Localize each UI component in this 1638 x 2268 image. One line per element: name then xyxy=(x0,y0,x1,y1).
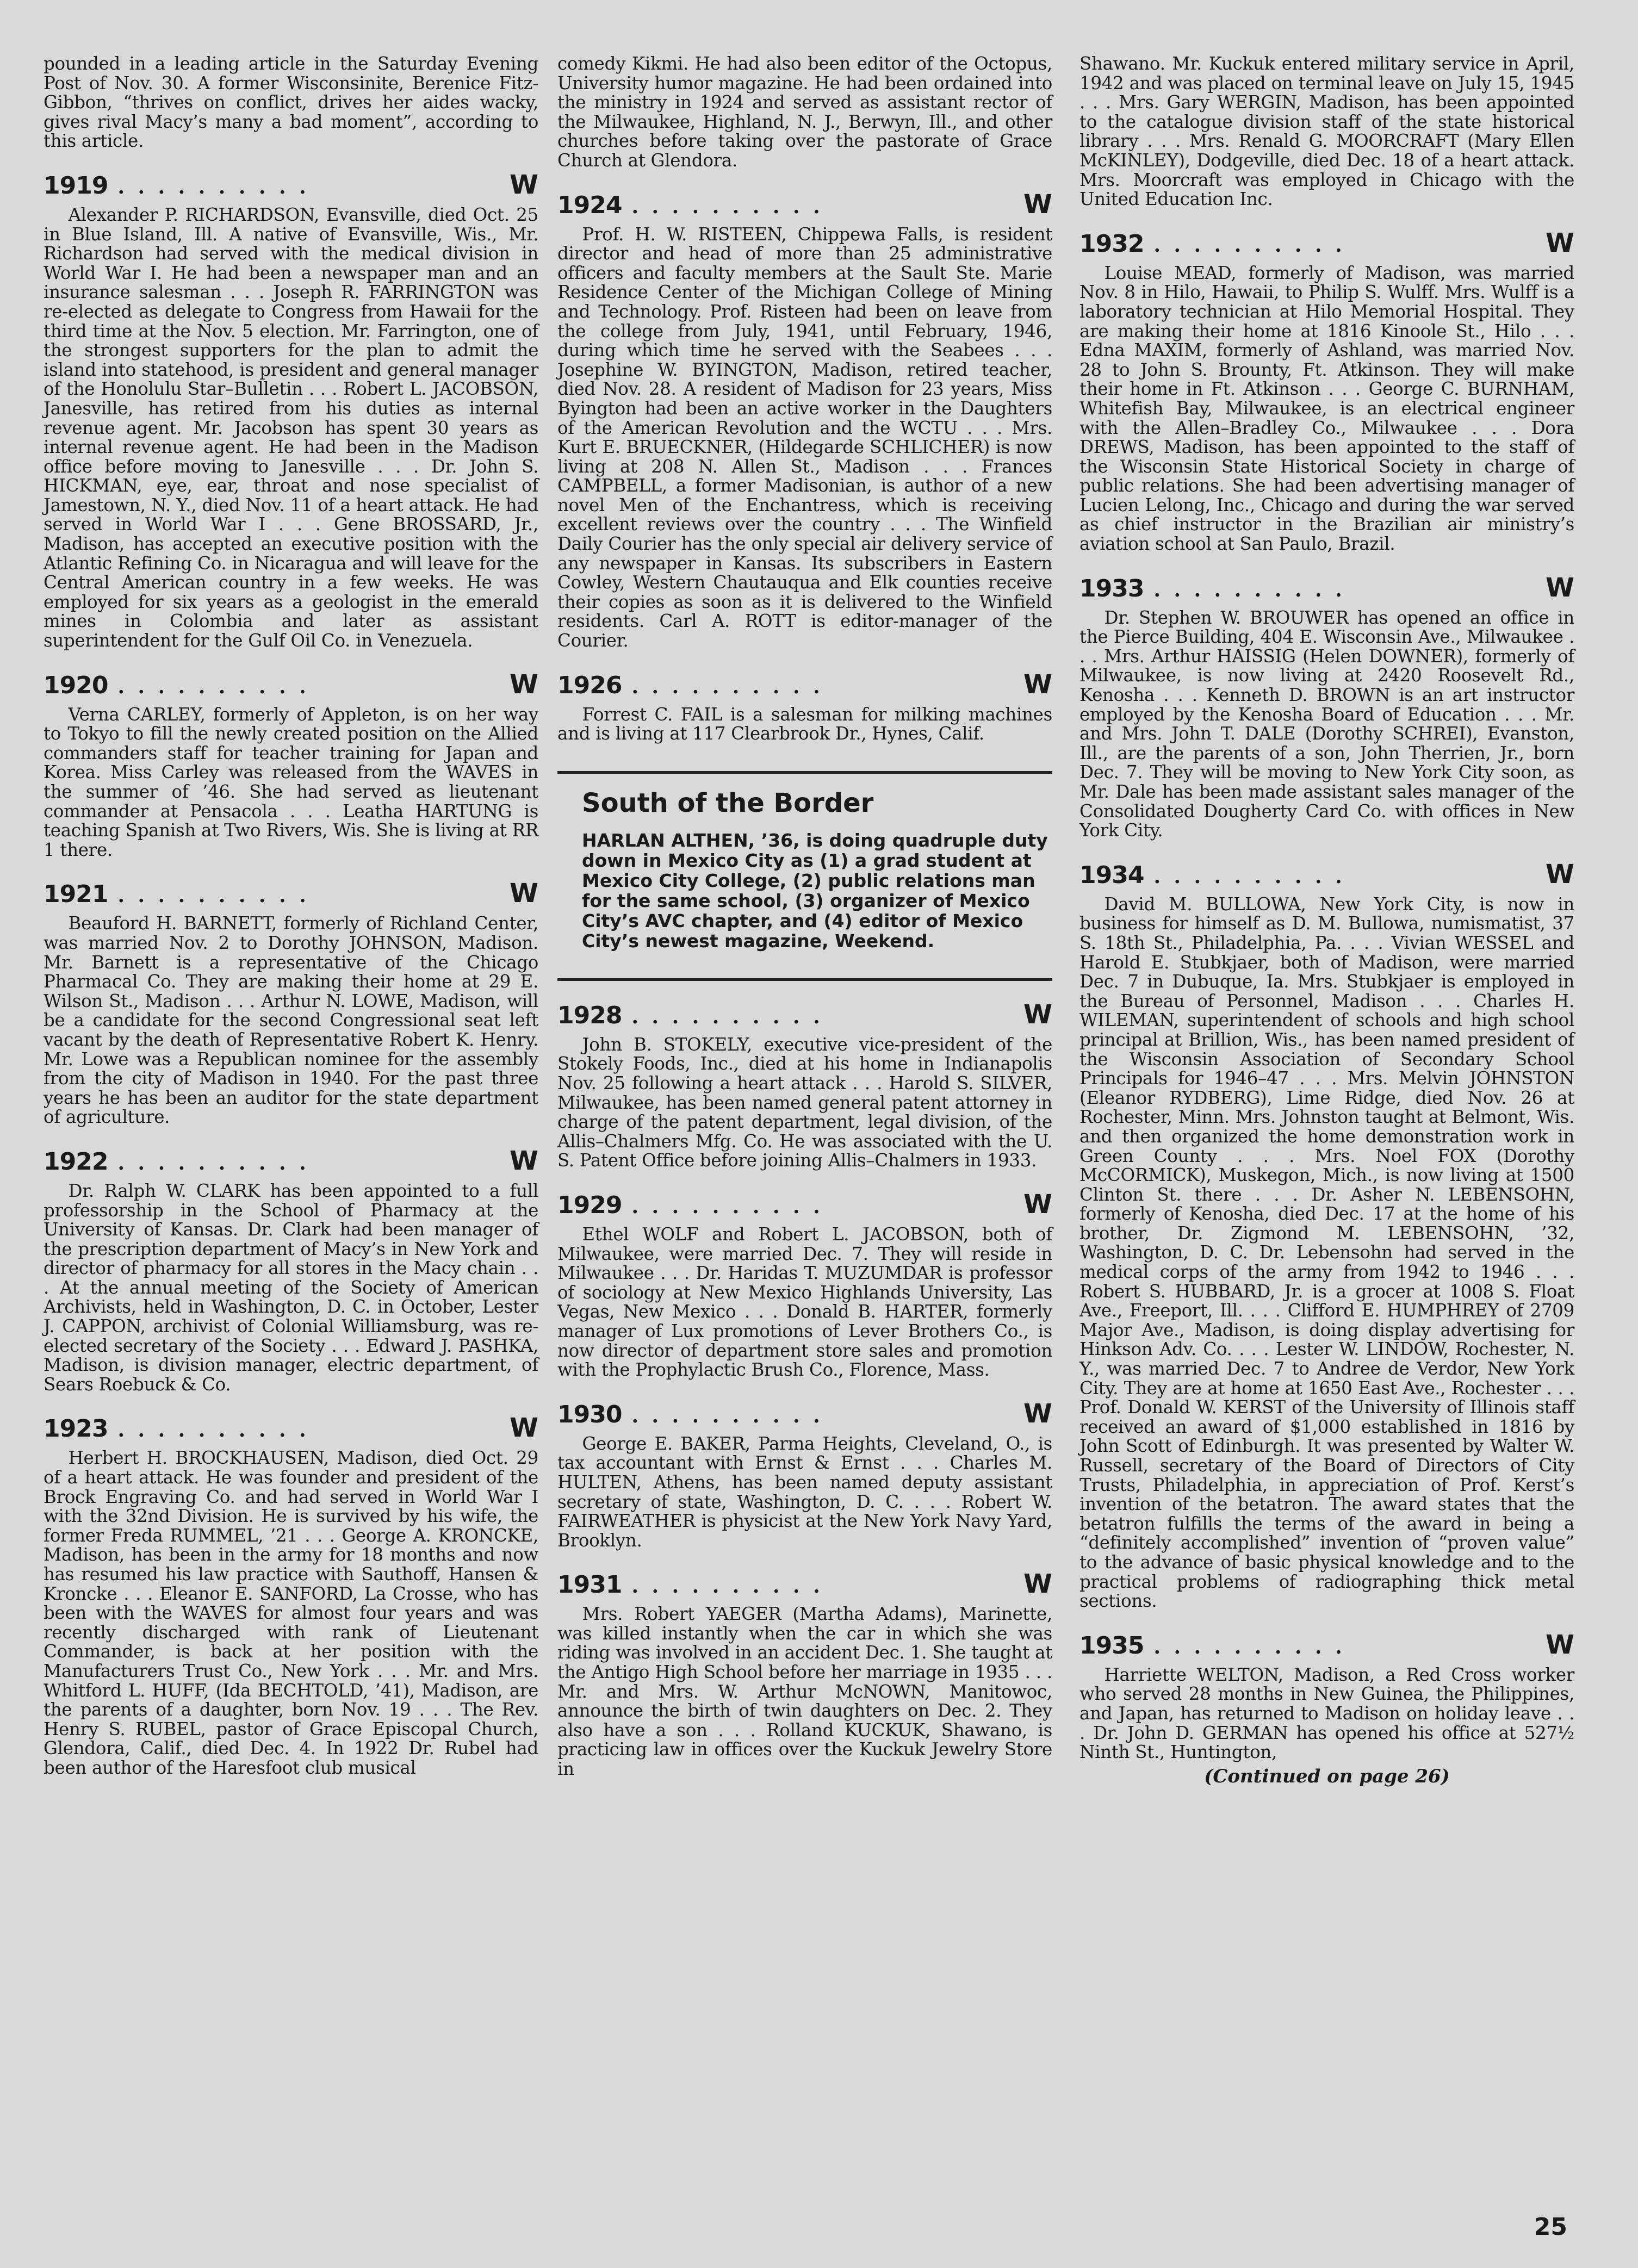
news-paragraph: Prof. H. W. RISTEEN, Chippewa Falls, is resident director and head of more than 25 administrative officers and faculty members at the Sault Ste. Marie Residence Center of the Michigan College of Mining and Technology. Prof. Risteen had been on leave from the college from July, 1941, until February, 1946, during which time he served with the Seabees . . . Josephine W. BYINGTON, Madison, retired teacher, died Nov. 28. A resident of Madison for 23 years, Miss Byington had been an active worker in the Daughters of the American Revolution and the WCTU . . . Mrs. Kurt E. BRUECKNER, (Hildegarde SCHLICHER) is now living at 208 N. Allen St., Madison . . . Frances CAMPBELL, a former Madisonian, is author of a new novel Men of the Enchantress, which is receiving excellent reviews over the country . . . The Winfield Daily Courier has the only special air delivery service of any newspaper in Kansas. Its subscribers in Eastern Cowley, Western Chautauqua and Elk counties receive their copies as soon as it is delivered to the Winfield residents. Carl A. ROTT is editor-manager of the Courier. xyxy=(557,223,1052,651)
rule-top xyxy=(557,771,1052,774)
leader-dots: . . . . . . . . . . xyxy=(1153,865,1345,888)
class-year: 1931 xyxy=(557,1571,622,1599)
column-1 xyxy=(44,54,538,1778)
feature-box xyxy=(557,771,1052,981)
news-paragraph: pounded in a leading article in the Saturday Evening Post of Nov. 30. A former Wisconsinite, Berenice Fitz-Gibbon, “thrives on conflict, drives her aides wacky, gives rival Macy’s many a bad moment”, according to this article. xyxy=(44,53,538,152)
news-paragraph: David M. BULLOWA, New York City, is now in business for himself as D. M. Bullowa, numismatist, 37 S. 18th St., Philadelphia, Pa. . . . Vivian WESSEL and Harold E. Stubkjaer, both of Madison, were married Dec. 7 in Dubuque, Ia. Mrs. Stubkjaer is employed in the Bureau of Personnel, Madison . . . Charles H. WILEMAN, superintendent of schools and high school principal at Brillion, Wis., has been named president of the Wisconsin Association of Secondary School Principals for 1946–47 . . . Mrs. Melvin JOHNSTON (Eleanor RYDBERG), Lime Ridge, died Nov. 26 at Rochester, Minn. Mrs. Johnston taught at Belmont, Wis. and then organized the home demonstration work in Green County . . . Mrs. Noel FOX (Dorothy McCORMICK), Muskegon, Mich., is now living at 1500 Clinton St. there . . . Dr. Asher N. LEBENSOHN, formerly of Kenosha, died Dec. 17 at the home of his brother, Dr. Zigmond M. LEBENSOHN, ’32, Washington, D. C. Dr. Lebensohn had served in the medical corps of the army from 1942 to 1946 . . . Robert S. HUBBARD, Jr. is a grocer at 1008 S. Float Ave., Freeport, Ill. . . . Clifford E. HUMPHREY of 2709 Major Ave., Madison, is doing display advertising for Hinkson Adv. Co. . . . Lester W. LINDOW, Rochester, N. Y., was married Dec. 7 to Andree de Verdor, New York City. They are at home at 1650 East Ave., Rochester . . . Prof. Donald W. KERST of the University of Illinois staff received an award of $1,000 established in 1816 by John Scott of Edinburgh. It was presented by Walter W. Russell, secretary of the Board of Directors of City Trusts, Philadelphia, in appreciation of Prof. Kerst’s invention of the betatron. The award states that the betatron fulfills the terms of the award in being a “definitely accomplished” invention of “proven value” to the advance of basic physical knowledge and to the practical problems of radiographing thick metal sections. xyxy=(1079,893,1574,1612)
w-mark: W xyxy=(1546,1629,1574,1660)
w-mark: W xyxy=(1023,1569,1052,1600)
class-year: 1934 xyxy=(1079,861,1144,889)
class-year-heading xyxy=(557,1569,1052,1599)
leader-dots: . . . . . . . . . . xyxy=(1153,233,1345,257)
w-mark: W xyxy=(1023,669,1052,700)
continued-note: (Continued on page 26) xyxy=(1204,1765,1450,1787)
news-paragraph: Verna CARLEY, formerly of Appleton, is on her way to Tokyo to fill the newly created position on the Allied commanders staff for teacher training for Japan and Korea. Miss Carley was released from the WAVES in the summer of ’46. She had served as lieutenant commander at Pensacola . . . Leatha HARTUNG is teaching Spanish at Two Rivers, Wis. She is living at RR 1 there. xyxy=(44,704,538,860)
feature-body: HARLAN ALTHEN, ’36, is doing quadruple duty down in Mexico City as (1) a grad student at Mexico City College, (2) public relations man for the same school, (3) organizer of Mexico City’s AVC chapter, and (4) editor of Mexico City’s newest magazine, Weekend. xyxy=(582,829,1048,952)
page-number: 25 xyxy=(1534,2213,1567,2241)
news-paragraph: Harriette WELTON, Madison, a Red Cross worker who served 28 months in New Guinea, the Philippines, and Japan, has returned to Madison on holiday leave . . . Dr. John D. GERMAN has opened his office at 527½ Ninth St., Huntington, xyxy=(1079,1664,1574,1763)
news-paragraph: John B. STOKELY, executive vice-president of the Stokely Foods, Inc., died at his home in Indianapolis Nov. 25 following a heart attack . . . Harold S. SILVER, Milwaukee, has been named general patent attorney in charge of the patent department, legal division, of the Allis–Chalmers Mfg. Co. He was associated with the U. S. Patent Office before joining Allis–Chalmers in 1933. xyxy=(557,1034,1052,1171)
leader-dots: . . . . . . . . . . xyxy=(117,175,309,198)
class-year-heading xyxy=(557,669,1052,700)
class-year-heading xyxy=(44,878,538,909)
news-paragraph: Ethel WOLF and Robert L. JACOBSON, both of Milwaukee, were married Dec. 7. They will reside in Milwaukee . . . Dr. Haridas T. MUZUMDAR is professor of sociology at New Mexico Highlands University, Las Vegas, New Mexico . . . Donald B. HARTER, formerly manager of Lux promotions of Lever Brothers Co., is now director of department store sales and promotion with the Prophylactic Brush Co., Florence, Mass. xyxy=(557,1223,1052,1381)
class-year: 1922 xyxy=(44,1147,108,1176)
w-mark: W xyxy=(1023,1189,1052,1220)
class-year: 1920 xyxy=(44,671,108,699)
leader-dots: . . . . . . . . . . xyxy=(631,1575,823,1598)
news-paragraph: Louise MEAD, formerly of Madison, was married Nov. 8 in Hilo, Hawaii, to Philip S. Wulff. Mrs. Wulff is a laboratory technician at Hilo Memorial Hospital. They are making their home at 1816 Kinoole St., Hilo . . . Edna MAXIM, formerly of Ashland, was married Nov. 28 to John S. Brounty, Ft. Atkinson. They will make their home in Ft. Atkinson . . . George C. BURNHAM, Whitefish Bay, Milwaukee, is an electrical engineer with the Allen–Bradley Co., Milwaukee . . . Dora DREWS, Madison, has been appointed to the staff of the Wisconsin State Historical Society in charge of public relations. She had been advertising manager of Lucien Lelong, Inc., Chicago and during the war served as chief instructor in the Brazilian air ministry’s aviation school at San Paulo, Brazil. xyxy=(1079,262,1574,555)
w-mark: W xyxy=(1023,189,1052,220)
leader-dots: . . . . . . . . . . xyxy=(631,1005,823,1028)
class-year-heading xyxy=(1079,573,1574,603)
w-mark: W xyxy=(1546,227,1574,258)
w-mark: W xyxy=(1546,859,1574,890)
class-year-heading xyxy=(44,170,538,200)
news-paragraph: Herbert H. BROCKHAUSEN, Madison, died Oct. 29 of a heart attack. He was founder and president of the Brock Engraving Co. and had served in World War I with the 32nd Division. He is survived by his wife, the former Freda RUMMEL, ’21 . . . George A. KRONCKE, Madison, has been in the army for 18 months and now has resumed his law practice with Sauthoff, Hansen & Kroncke . . . Eleanor E. SANFORD, La Crosse, who has been with the WAVES for almost four years and was recently discharged with rank of Lieutenant Commander, is back at her position with the Manufacturers Trust Co., New York . . . Mr. and Mrs. Whitford L. HUFF, (Ida BECHTOLD, ’41), Madison, are the parents of a daughter, born Nov. 19 . . . The Rev. Henry S. RUBEL, pastor of Grace Episcopal Church, Glendora, Calif., died Dec. 4. In 1922 Dr. Rubel had been author of the Haresfoot club musical xyxy=(44,1447,538,1778)
leader-dots: . . . . . . . . . . xyxy=(117,884,309,908)
news-paragraph: Beauford H. BARNETT, formerly of Richland Center, was married Nov. 2 to Dorothy JOHNSON, Madison. Mr. Barnett is a representative of the Chicago Pharmacal Co. They are making their home at 29 E. Wilson St., Madison . . . Arthur N. LOWE, Madison, will be a candidate for the second Congressional seat left vacant by the death of Representative Robert K. Henry. Mr. Lowe was a Republican nominee for the assembly from the city of Madison in 1940. For the past three years he has been an auditor for the state department of agriculture. xyxy=(44,913,538,1128)
leader-dots: . . . . . . . . . . xyxy=(1153,578,1345,601)
leader-dots: . . . . . . . . . . xyxy=(631,195,823,218)
leader-dots: . . . . . . . . . . xyxy=(1153,1635,1345,1658)
news-paragraph: Dr. Stephen W. BROUWER has opened an office in the Pierce Building, 404 E. Wisconsin Ave., Milwaukee . . . Mrs. Arthur HAISSIG (Helen DOWNER), formerly of Milwaukee, is now living at 2420 Roosevelt Rd., Kenosha . . . Kenneth D. BROWN is an art instructor employed by the Kenosha Board of Education . . . Mr. and Mrs. John T. DALE (Dorothy SCHREI), Evanston, Ill., are the parents of a son, John Therrien, Jr., born Dec. 7. They will be moving to New York City soon, as Mr. Dale has been made assistant sales manager of the Consolidated Dougherty Card Co. with offices in New York City. xyxy=(1079,607,1574,841)
class-year: 1929 xyxy=(557,1191,622,1219)
news-paragraph: Alexander P. RICHARDSON, Evansville, died Oct. 25 in Blue Island, Ill. A native of Evansville, Wis., Mr. Richardson had served with the medical division in World War I. He had been a newspaper man and an insurance salesman . . . Joseph R. FARRINGTON was re-elected as delegate to Congress from Hawaii for the third time at the Nov. 5 election. Mr. Farrington, one of the strongest supporters for the plan to admit the island into statehood, is president and general manager of the Honolulu Star–Bulletin . . . Robert L. JACOBSON, Janesville, has retired from his duties as internal revenue agent. Mr. Jacobson has spent 30 years as internal revenue agent. He had been in the Madison office before moving to Janesville . . . Dr. John S. HICKMAN, eye, ear, throat and nose specialist of Jamestown, N. Y., died Nov. 11 of a heart attack. He had served in World War I . . . Gene BROSSARD, Jr., Madison, has accepted an executive position with the Atlantic Refining Co. in Nicaragua and will leave for the Central American country in a few weeks. He was employed for six years as a geologist in the emerald mines in Colombia and later as assistant superintendent for the Gulf Oil Co. in Venezuela. xyxy=(44,204,538,651)
leader-dots: . . . . . . . . . . xyxy=(117,1419,309,1442)
w-mark: W xyxy=(1023,999,1052,1030)
leader-dots: . . . . . . . . . . xyxy=(631,675,823,698)
news-paragraph: Forrest C. FAIL is a salesman for milking machines and is living at 117 Clearbrook Dr., Hynes, Calif. xyxy=(557,704,1052,744)
class-year-heading xyxy=(1079,228,1574,258)
class-year-heading xyxy=(557,1189,1052,1220)
class-year-heading xyxy=(1079,1630,1574,1660)
class-year: 1924 xyxy=(557,191,622,219)
leader-dots: . . . . . . . . . . xyxy=(631,1195,823,1218)
class-year: 1932 xyxy=(1079,229,1144,258)
class-year: 1921 xyxy=(44,880,108,909)
class-year: 1926 xyxy=(557,671,622,699)
class-year-heading xyxy=(557,189,1052,220)
news-paragraph: comedy Kikmi. He had also been editor of the Octopus, University humor magazine. He had been ordained into the ministry in 1924 and served as assistant rector of the Milwaukee, Highland, N. J., Berwyn, Ill., and other churches before taking over the pastorate of Grace Church at Glendora. xyxy=(557,53,1052,171)
class-year: 1935 xyxy=(1079,1631,1144,1660)
class-year: 1933 xyxy=(1079,574,1144,602)
news-paragraph: Dr. Ralph W. CLARK has been appointed to a full professorship in the School of Pharmacy at the University of Kansas. Dr. Clark had been manager of the prescription department of Macy’s in New York and director of pharmacy for all stores in the Macy chain . . . At the annual meeting of the Society of American Archivists, held in Washington, D. C. in October, Lester J. CAPPON, archivist of Colonial Williamsburg, was re-elected secretary of the Society . . . Edward J. PASHKA, Madison, is division manager, electric department, of Sears Roebuck & Co. xyxy=(44,1180,538,1395)
w-mark: W xyxy=(510,1413,538,1444)
class-year: 1923 xyxy=(44,1415,108,1443)
news-paragraph: Mrs. Robert YAEGER (Martha Adams), Marinette, was killed instantly when the car in which she was riding was involved in an accident Dec. 1. She taught at the Antigo High School before her marriage in 1935 . . . Mr. and Mrs. W. Arthur McNOWN, Manitowoc, announce the birth of twin daughters on Dec. 2. They also have a son . . . Rolland KUCKUK, Shawano, is practicing law in offices over the Kuckuk Jewelry Store in xyxy=(557,1604,1052,1780)
class-year-heading xyxy=(44,1413,538,1443)
class-year-heading xyxy=(1079,859,1574,890)
class-year-heading xyxy=(557,999,1052,1030)
feature-title: South of the Border xyxy=(582,787,874,818)
leader-dots: . . . . . . . . . . xyxy=(631,1404,823,1427)
class-year: 1928 xyxy=(557,1001,622,1029)
class-year-heading xyxy=(557,1399,1052,1429)
news-paragraph: Shawano. Mr. Kuckuk entered military service in April, 1942 and was placed on terminal leave on July 15, 1945 . . . Mrs. Gary WERGIN, Madison, has been appointed to the catalogue division staff of the state historical library . . . Mrs. Renald G. MOORCRAFT (Mary Ellen McKINLEY), Dodgeville, died Dec. 18 of a heart attack. Mrs. Moorcraft was employed in Chicago with the United Education Inc. xyxy=(1079,53,1574,210)
leader-dots: . . . . . . . . . . xyxy=(117,675,309,698)
w-mark: W xyxy=(510,169,538,200)
news-paragraph: George E. BAKER, Parma Heights, Cleveland, O., is tax accountant with Ernst & Ernst . . . Charles M. HULTEN, Athens, has been named deputy assistant secretary of state, Washington, D. C. . . . Robert W. FAIRWEATHER is physicist at the New York Navy Yard, Brooklyn. xyxy=(557,1433,1052,1551)
w-mark: W xyxy=(510,669,538,700)
w-mark: W xyxy=(510,1145,538,1176)
class-year-heading xyxy=(44,1146,538,1176)
w-mark: W xyxy=(1546,572,1574,603)
class-year: 1930 xyxy=(557,1400,622,1428)
leader-dots: . . . . . . . . . . xyxy=(117,1151,309,1175)
column-3 xyxy=(1079,54,1574,1787)
column-2 xyxy=(557,54,1052,1779)
class-year: 1919 xyxy=(44,171,108,200)
class-year-heading xyxy=(44,669,538,700)
w-mark: W xyxy=(510,878,538,909)
rule-bottom xyxy=(557,978,1052,981)
w-mark: W xyxy=(1023,1398,1052,1429)
